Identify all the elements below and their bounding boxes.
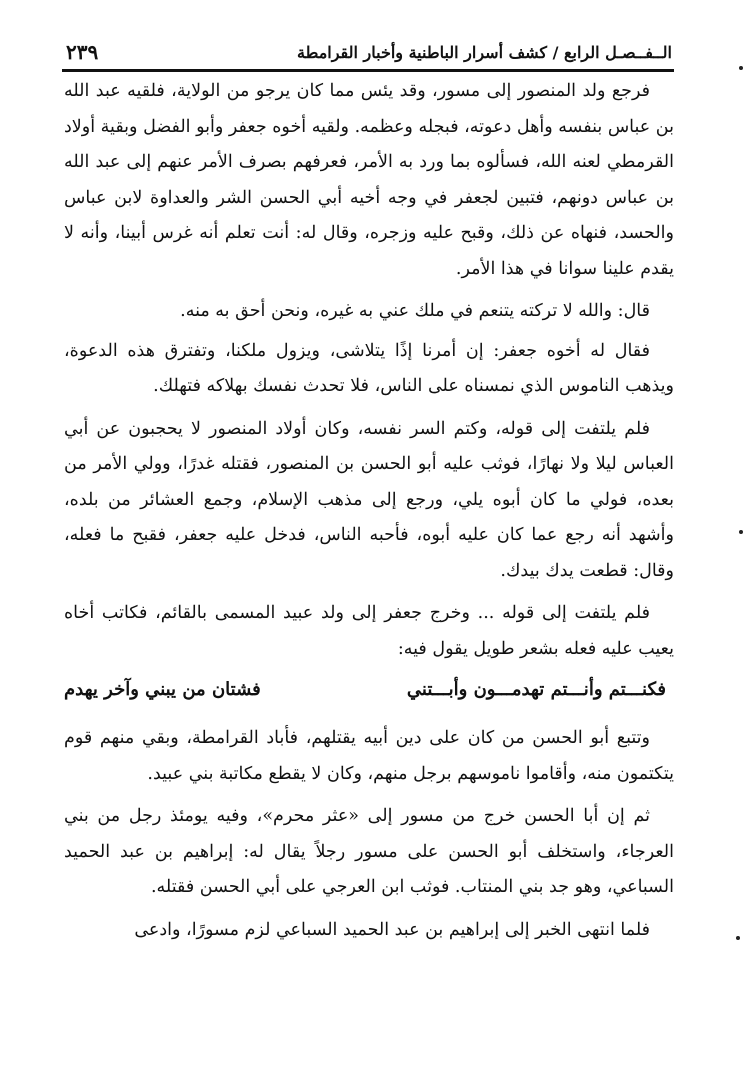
- chapter-title: الــفــصـل الرابع / كشف أسرار الباطنية وأخبار القرامطة: [297, 42, 672, 62]
- paragraph-6: وتتبع أبو الحسن من كان على دين أبيه يقتلهم، فأباد القرامطة، وبقي منهم قوم يتكتمون منه، وأقاموا ناموسهم برجل منهم، وكان لا يقطع مكاتبة بني عبيد.: [64, 728, 674, 784]
- paragraph-2: قال: والله لا تركته يتنعم في ملك عني به غيره، ونحن أحق به منه.: [180, 301, 650, 321]
- scan-speck: [736, 936, 740, 940]
- header-divider: [62, 69, 674, 72]
- running-header: [66, 36, 672, 68]
- scan-speck: [739, 66, 743, 70]
- page-number: ٢٣٩: [66, 40, 99, 64]
- paragraph-1: فرجع ولد المنصور إلى مسور، وقد يئس مما كان يرجو من الولاية، فلقيه عبد الله بن عباس بنفسه وأهل دعوته، فبجله وعظمه. ولقيه أخوه جعفر وأبو الفضل وبقية أولاد القرمطي لعنه الله، فسألوه بما ورد به الأمر، فعرفهم بصرف الأمر عنهم إلى عبد الله بن عباس دونهم، فتبين لجعفر في وجه أخيه أبي الحسن الشر والعداوة لابن عباس والحسد، فنهاه عن ذلك، وقبح عليه وزجره، وقال له: أنت تعلم أنه غرس أبينا، وأنه لا يقدم علينا سوانا في هذا الأمر.: [64, 81, 674, 279]
- paragraph-7: ثم إن أبا الحسن خرج من مسور إلى «عثر محرم»، وفيه يومئذ رجل من بني العرجاء، واستخلف أبو الحسن على مسور رجلاً يقال له: إبراهيم بن عبد الحميد السباعي، وهو جد بني المنتاب. فوثب ابن العرجي على أبي الحسن فقتله.: [64, 806, 674, 897]
- verse-second-hemistich: فشتان من يبني وآخر يهدم: [64, 679, 261, 700]
- paragraph-4: فلم يلتفت إلى قوله، وكتم السر نفسه، وكان أولاد المنصور لا يحجبون عن أبي العباس ليلا ولا نهارًا، فوثب عليه أبو الحسن بن المنصور، فقتله غدرًا، وولي الأمر من بعده، فولي ما كان أبوه يلي، ورجع إلى مذهب الإسلام، وجمع العشائر من بلده، وأشهد أنه رجع عما كان عليه أبوه، فأحبه الناس، فدخل عليه جعفر، فقبح ما فعله، وقال: قطعت يدك بيدك.: [64, 418, 674, 581]
- paragraph-3: فقال له أخوه جعفر: إن أمرنا إذًا يتلاشى، ويزول ملكنا، وتفترق هذه الدعوة، ويذهب الناموس الذي نمسناه على الناس، فلا تحدث نفسك بهلاكه فتهلك.: [64, 340, 674, 396]
- scan-speck: [739, 530, 743, 534]
- poem-verse: [64, 671, 674, 709]
- paragraph-5: فلم يلتفت إلى قوله ... وخرج جعفر إلى ولد عبيد المسمى بالقائم، فكاتب أخاه يعيب عليه فعله بشعر طويل يقول فيه:: [64, 603, 674, 659]
- page-body: [64, 74, 674, 955]
- verse-first-hemistich: فكنـــتم وأنـــتم تهدمـــون وأبـــتني: [406, 679, 666, 700]
- paragraph-8: فلما انتهى الخبر إلى إبراهيم بن عبد الحميد السباعي لزم مسورًا، وادعى: [134, 919, 650, 940]
